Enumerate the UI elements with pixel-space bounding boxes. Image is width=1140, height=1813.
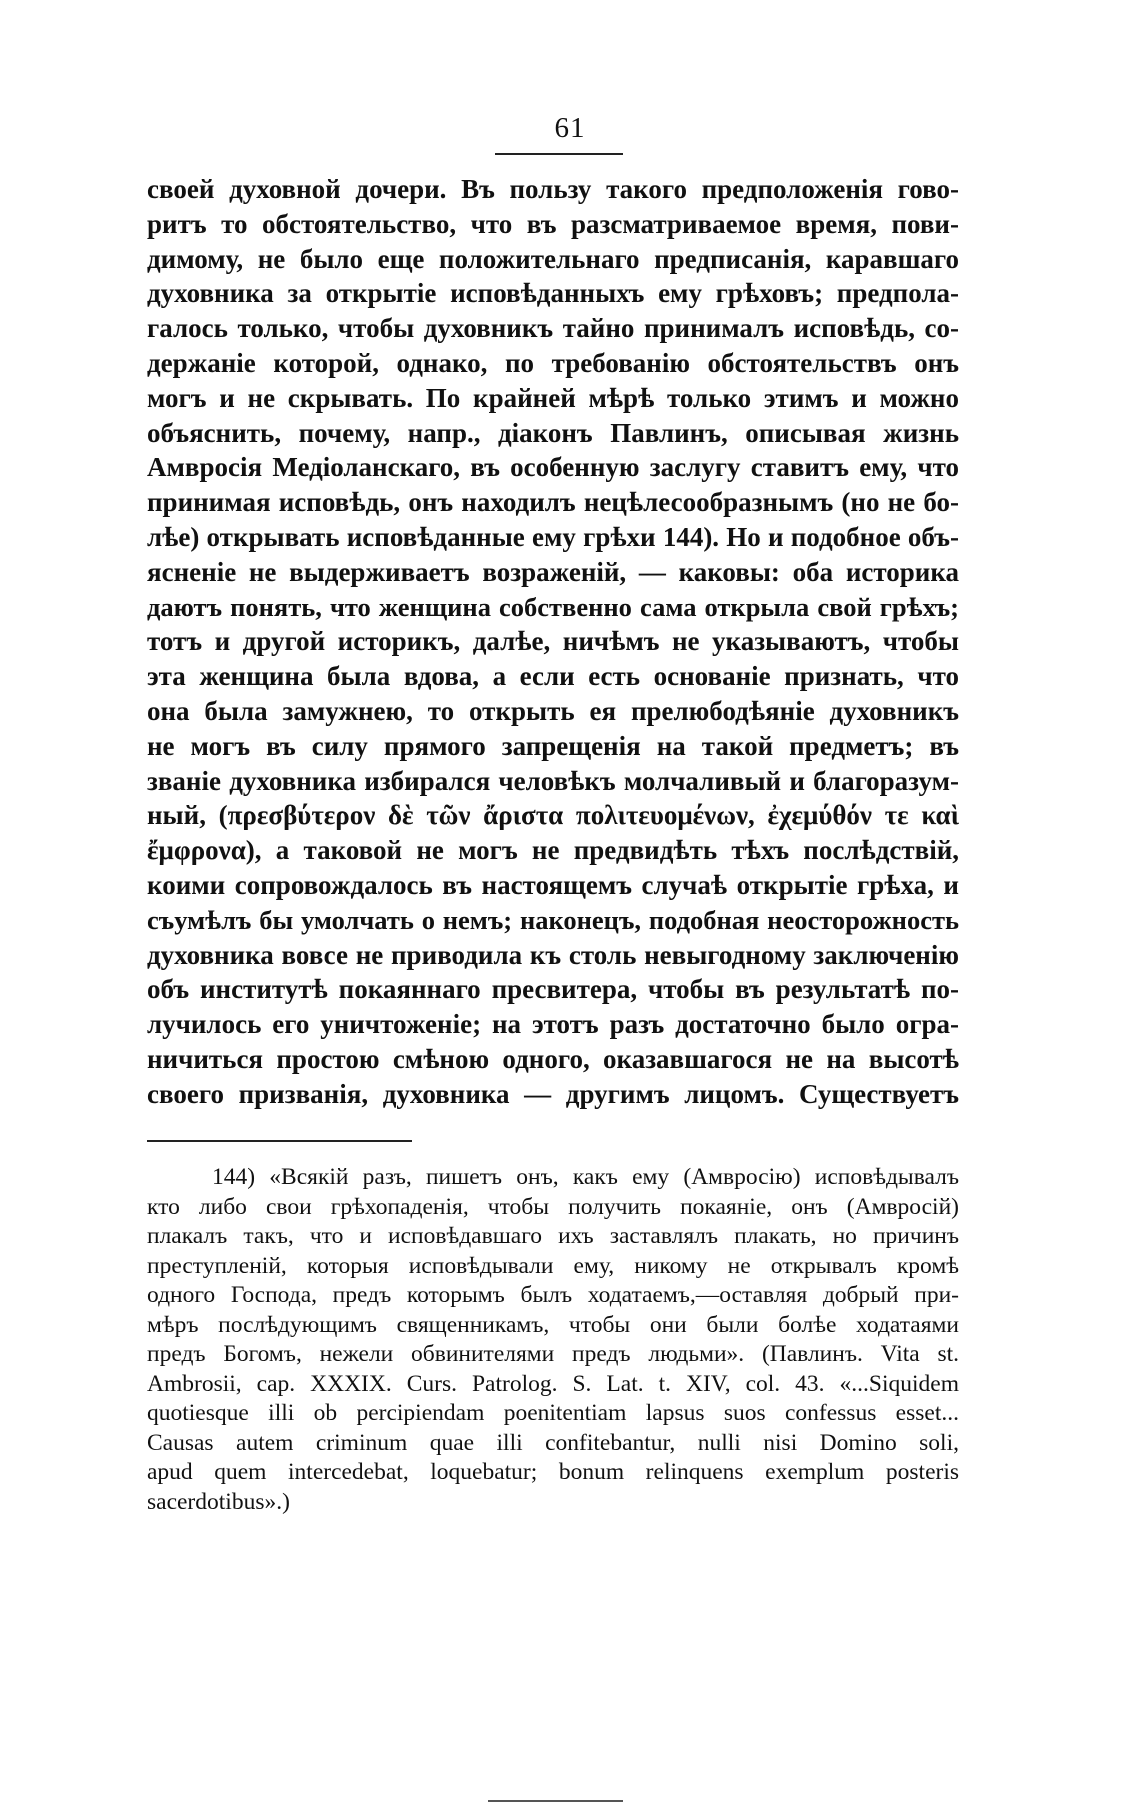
body-line: своей духовной дочери. Въ пользу такого предположенія гово- — [147, 174, 959, 204]
page-number-rule — [495, 153, 623, 155]
footnote — [147, 1163, 959, 1517]
footnote-line: плакалъ такъ, что и исповѣдавшаго ихъ заставлялъ плакать, но причинъ — [147, 1223, 959, 1249]
footnote-rule — [147, 1140, 412, 1142]
footnote-line: мѣръ послѣдующимъ священникамъ, чтобы они были болѣе ходатаями — [147, 1311, 959, 1338]
body-line: принимая исповѣдь, онъ находилъ нецѣлесообразнымъ (но не бо- — [147, 487, 959, 518]
body-line: объяснить, почему, напр., діаконъ Павлинъ, описывая жизнь — [147, 417, 959, 448]
body-line: Амвросія Медіоланскаго, въ особенную заслугу ставитъ ему, что — [147, 452, 959, 483]
footnote-line: sacerdotibus».) — [147, 1488, 290, 1515]
body-line: она была замужнею, то открыть ея прелюбодѣяніе духовникъ — [147, 695, 959, 726]
footnote-line: одного Господа, предъ которымъ былъ ходатаемъ,—оставляя добрый при- — [147, 1282, 959, 1308]
body-line: ничиться простою смѣною одного, оказавшагося не на высотѣ — [147, 1043, 959, 1074]
page-number: 61 — [554, 112, 586, 144]
body-line: ясненіе не выдерживаетъ возраженій, — каковы: оба историка — [147, 556, 959, 587]
body-line: лучилось его уничтоженіе; на этотъ разъ достаточно было огра- — [147, 1009, 959, 1040]
body-line: не могъ въ силу прямого запрещенія на такой предметъ; въ — [147, 730, 959, 761]
body-line: ἔμφρονα), а таковой не могъ не предвидѣть тѣхъ послѣдствій, — [147, 835, 959, 866]
body-line: званіе духовника избирался человѣкъ молчаливый и благоразум- — [147, 765, 959, 796]
footnote-line: quotiesque illi ob percipiendam poenitentiam lapsus suos confessus esset... — [147, 1400, 959, 1426]
body-line: ный, (πρεσβύτερον δὲ τῶν ἄριστα πολιτευομένων, ἐχεμύθόν τε καὶ — [147, 800, 959, 831]
body-line: духовника за открытіе исповѣданныхъ ему грѣховъ; предпола- — [147, 278, 959, 309]
bottom-rule — [488, 1800, 623, 1802]
body-line: объ институтѣ покаяннаго пресвитера, чтобы въ результатѣ по- — [147, 974, 959, 1005]
body-line: эта женщина была вдова, а если есть основаніе признать, что — [147, 661, 959, 692]
body-text — [147, 172, 959, 1112]
body-line: тотъ и другой историкъ, далѣе, ничѣмъ не указываютъ, чтобы — [147, 626, 959, 657]
body-line: ритъ то обстоятельство, что въ разсматриваемое время, пови- — [147, 208, 959, 239]
body-line: даютъ понять, что женщина собственно сама открыла свой грѣхъ; — [147, 591, 959, 622]
body-line: съумѣлъ бы умолчать о немъ; наконецъ, подобная неосторожность — [147, 904, 959, 935]
footnote-line: преступленій, которыя исповѣдывали ему, никому не открывалъ кромѣ — [147, 1252, 959, 1279]
footnote-line: кто либо свои грѣхопаденія, чтобы получить покаяніе, онъ (Амвросій) — [147, 1193, 959, 1220]
footnote-line: 144) «Всякій разъ, пишетъ онъ, какъ ему (Амвросію) исповѣдывалъ — [212, 1164, 959, 1190]
footnote-line: Ambrosii, cap. XXXIX. Curs. Patrolog. S. Lat. t. XIV, col. 43. «...Siquidem — [147, 1370, 959, 1397]
footnote-line: apud quem intercedebat, loquebatur; bonum relinquens exemplum posteris — [147, 1459, 959, 1485]
body-line: своего призванія, духовника — другимъ лицомъ. Существуетъ — [147, 1078, 959, 1109]
body-line: лѣе) открывать исповѣданные ему грѣхи 144). Но и подобное объ- — [147, 521, 959, 552]
body-line: духовника вовсе не приводила къ столь невыгодному заключенію — [147, 939, 959, 970]
body-line: коими сопровождалось въ настоящемъ случаѣ открытіе грѣха, и — [147, 869, 959, 900]
footnote-line: Causas autem criminum quae illi confitebantur, nulli nisi Domino soli, — [147, 1429, 959, 1456]
body-line: могъ и не скрывать. По крайней мѣрѣ только этимъ и можно — [147, 382, 959, 413]
body-line: димому, не было еще положительнаго предписанія, каравшаго — [147, 243, 959, 274]
body-line: галось только, чтобы духовникъ тайно принималъ исповѣдь, со- — [147, 313, 959, 344]
body-line: держаніе которой, однако, по требованію обстоятельствъ онъ — [147, 347, 959, 378]
footnote-line: предъ Богомъ, нежели обвинителями предъ людьми». (Павлинъ. Vita st. — [147, 1341, 959, 1367]
